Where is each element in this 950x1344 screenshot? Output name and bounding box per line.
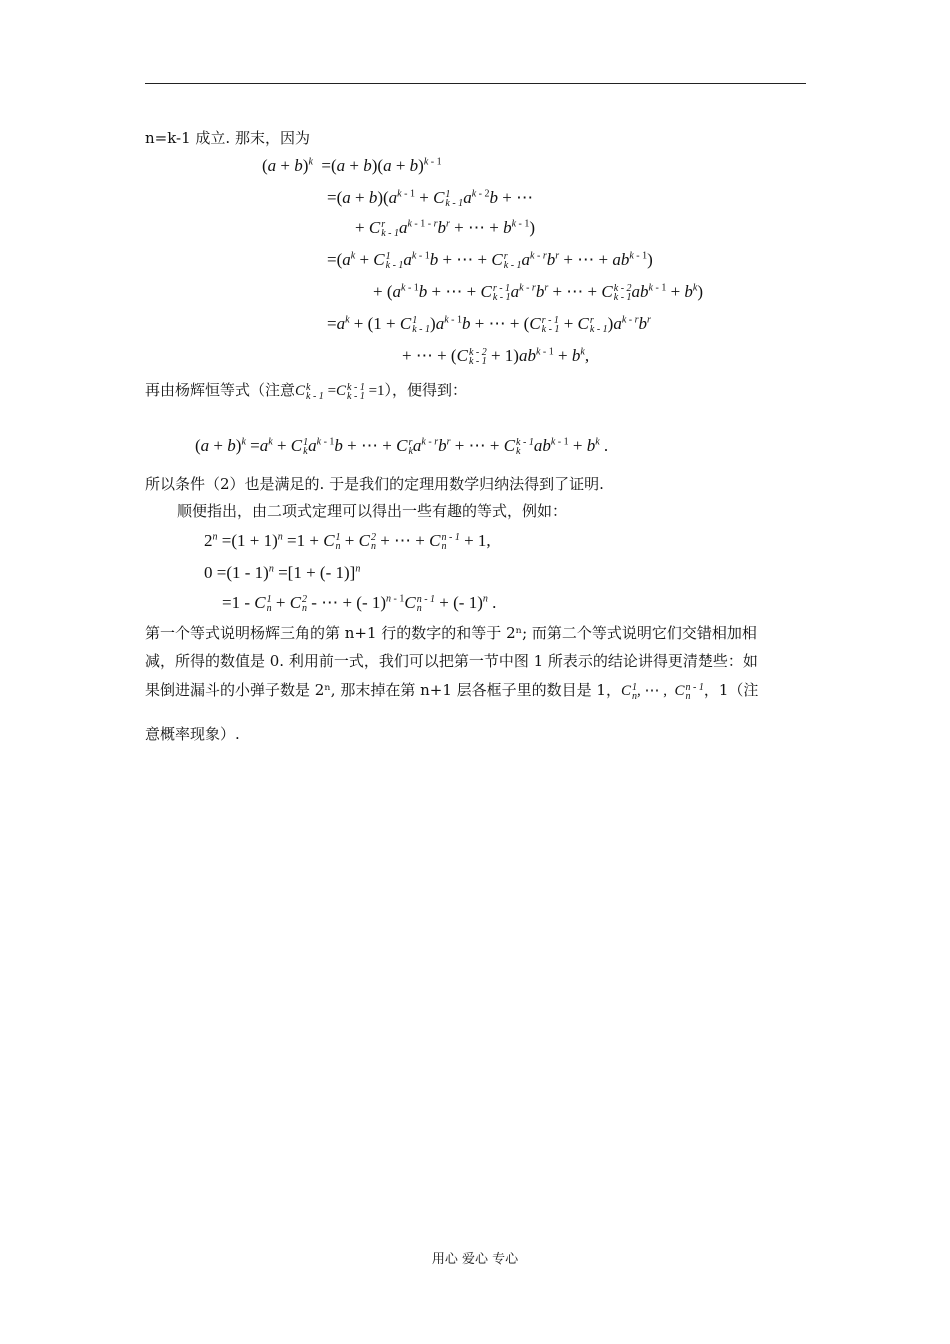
page-footer: 用心 爱心 专心 xyxy=(431,1252,519,1267)
text-line-shun: 顺便指出，由二项式定理可以得出一些有趣的等式，例如： xyxy=(177,502,568,520)
text-para-3 xyxy=(145,680,758,702)
equation-line-1: $(a + b)^k =(a + b)(a + b)^{k - 1}$ xyxy=(262,156,442,175)
text-line-yang xyxy=(145,380,467,402)
text-line-so: 所以条件（2）也是满足的. 于是我们的定理用数学归纳法得到了证明. xyxy=(145,475,604,493)
text-para-3b: ，1（注 xyxy=(703,681,759,699)
text-para-1: 第一个等式说明杨辉三角的第 n+1 行的数字的和等于 2ⁿ; 而第二个等式说明它们交错相加相 xyxy=(145,624,757,642)
equation-binomial: $(a + b)^k =a^k + C$ 1 k $a^{k - 1}b$ + ⋯ + C r k $a^{k - r}b^r$ + ⋯ + C k - 1 k $ab^{k - 1} + b^k$ . xyxy=(195,436,609,458)
text-yang-b: ），便得到： xyxy=(384,381,468,399)
text-para-4: 意概率现象）. xyxy=(145,725,240,743)
text-line-1: n=k-1 成立. 那末，因为 xyxy=(145,129,310,147)
yang-identity-formula: C k k - 1 =C k - 1 k - 1 =1 xyxy=(295,381,385,402)
text-para-2: 减，所得的数值是 0. 利用前一式，我们可以把第一节中图 1 所表示的结论讲得更清楚些：如 xyxy=(145,652,758,670)
equation-line-4: $=(a^k + C$ 1 k - 1 $a^{k - 1}b$ + ⋯ + C r k - 1 $a^{k - r}b^r$ + ⋯ + $ab^{k - 1}$) xyxy=(327,250,653,272)
para-3-formula: C 1 n , ⋯ , C n - 1 n xyxy=(620,681,704,702)
equation-line-7: + ⋯ + (C k - 2 k - 1 + $1)ab^{k - 1} + b^k$, xyxy=(402,346,590,368)
equation-line-2: $=(a + b)(a^{k - 1} + C$ 1 k - 1 $a^{k - 2}b$ + ⋯ xyxy=(327,188,534,210)
equation-sum: $2^n =(1 + 1)^n =1 + C$ 1 n + C 2 n + ⋯ + C n - 1 n + 1, xyxy=(204,531,491,553)
text-para-3a: 果倒进漏斗的小弹子数是 2ⁿ, 那末掉在第 n+1 层各框子里的数目是 1， xyxy=(145,681,621,699)
equation-alternating-2: =1 - C 1 n + C 2 n - ⋯ + (- 1)$^{n - 1}$C n - 1 n + (- 1)$^n$ . xyxy=(222,593,497,615)
text-yang-a: 再由杨辉恒等式（注意 xyxy=(145,381,296,399)
equation-alternating-1: 0 =(1 - 1)$^n$ =[1 + (- 1)]$^n$ xyxy=(204,563,361,582)
equation-line-3: + C r k - 1 $a^{k - 1 - r}b^r$ + ⋯ + $b^{k - 1}$) xyxy=(355,218,536,240)
equation-line-5: + ($a^{k - 1}b$ + ⋯ + C r - 1 k - 1 $a^{k - r}b^r$ + ⋯ + C k - 2 k - 1 $ab^{k - 1} + b^k$) xyxy=(373,282,704,304)
header-rule xyxy=(145,83,806,84)
equation-line-6: $=a^k + (1 + C$ 1 k - 1 )$a^{k - 1}b$ + ⋯ + (C r - 1 k - 1 + C r k - 1 )$a^{k - r}b^r$ xyxy=(327,314,651,336)
